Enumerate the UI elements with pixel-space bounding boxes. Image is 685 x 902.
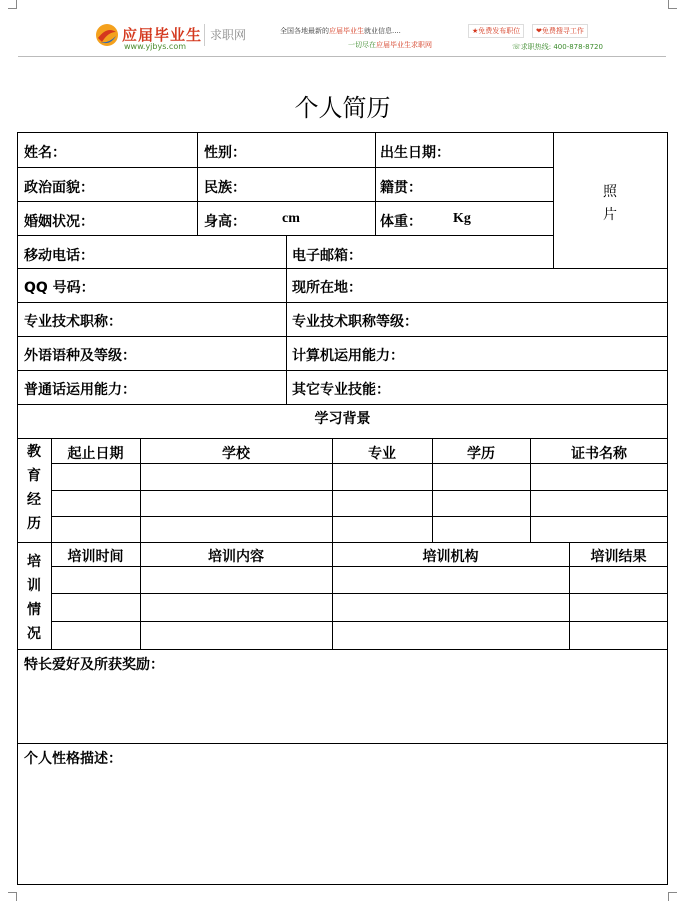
name-label: 姓名： (24, 145, 66, 161)
training-side-label: 培 训 情 况 (27, 554, 41, 642)
page-corner-mark (668, 0, 677, 9)
foreign-language-label: 外语语种及等级： (24, 348, 136, 364)
current-location-label: 现所在地： (292, 280, 362, 296)
weight-label: 体重： (380, 214, 422, 230)
logo-url: www.yjbys.com (124, 42, 187, 51)
qq-number-label: QQ 号码： (24, 280, 95, 296)
marital-status-label: 婚姻状况： (24, 214, 94, 230)
site-section-name: 求职网 (210, 28, 247, 42)
page-header-banner (18, 14, 666, 57)
edu-header-major: 专业 (368, 446, 396, 462)
post-job-button[interactable]: ★免费发布职位 (468, 24, 524, 38)
mandarin-skill-label: 普通话运用能力： (24, 382, 136, 398)
mobile-phone-label: 移动电话： (24, 248, 94, 264)
photo-label-2: 片 (603, 207, 617, 223)
header-tagline: 全国各地最新的应届毕业生就业信息.... (280, 27, 401, 35)
page-corner-mark (8, 0, 17, 9)
other-skills-label: 其它专业技能： (292, 382, 390, 398)
study-background-heading: 学习背景 (314, 411, 371, 427)
edu-header-certificate: 证书名称 (571, 446, 627, 462)
site-logo[interactable] (94, 20, 202, 54)
edu-header-dates: 起止日期 (67, 446, 124, 462)
logo-divider (204, 24, 205, 46)
gender-label: 性别： (204, 145, 246, 161)
personality-description-label: 个人性格描述： (24, 751, 122, 767)
train-header-result: 培训结果 (590, 549, 647, 565)
logo-swirl-icon (94, 22, 120, 48)
technical-title-level-label: 专业技术职称等级： (292, 314, 418, 330)
height-unit: cm (282, 211, 300, 226)
logo-text: 应届毕业生 (122, 26, 203, 44)
birth-date-label: 出生日期： (380, 145, 450, 161)
technical-title-label: 专业技术职称： (24, 314, 122, 330)
page-title: 个人简历 (294, 94, 391, 122)
ethnicity-label: 民族： (204, 180, 246, 196)
education-side-label: 教 育 经 历 (27, 444, 41, 532)
weight-unit: Kg (453, 211, 471, 226)
train-header-time: 培训时间 (67, 549, 124, 565)
email-label: 电子邮箱： (292, 248, 362, 264)
computer-skill-label: 计算机运用能力： (292, 348, 404, 364)
page-corner-mark (668, 892, 677, 901)
photo-label-1: 照 (603, 184, 617, 200)
political-status-label: 政治面貌： (24, 180, 94, 196)
page-corner-mark (8, 892, 17, 901)
native-place-label: 籍贯： (380, 180, 422, 196)
find-job-button[interactable]: ❤免费搜寻工作 (532, 24, 588, 38)
edu-header-school: 学校 (222, 446, 250, 462)
train-header-content: 培训内容 (208, 549, 264, 565)
height-label: 身高： (204, 214, 246, 230)
train-header-institution: 培训机构 (422, 549, 479, 565)
hotline-phone: ☏求职热线: 400-878-8720 (512, 43, 603, 51)
edu-header-degree: 学历 (467, 446, 495, 462)
header-slogan: 一切尽在应届毕业生求职网 (348, 41, 432, 49)
hobbies-awards-label: 特长爱好及所获奖励： (24, 657, 164, 673)
